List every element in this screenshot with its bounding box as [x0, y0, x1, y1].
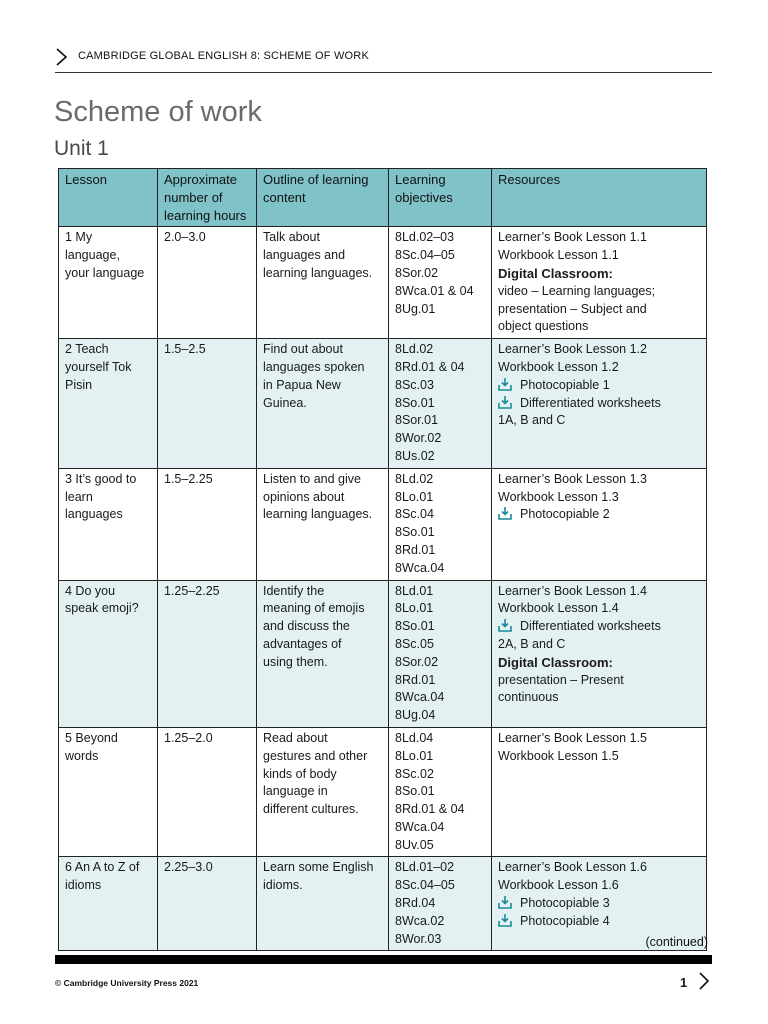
- objective-code: 8Wca.01 & 04: [395, 283, 474, 298]
- table-header-row: [59, 169, 707, 227]
- column-header-lesson: [59, 169, 158, 227]
- objective-code: 8Sc.03: [395, 377, 434, 392]
- objective-code: 8Rd.01 & 04: [395, 359, 465, 374]
- resources-cell: [492, 727, 707, 857]
- lesson-line: languages: [65, 507, 123, 522]
- column-header-outline: [257, 169, 389, 227]
- hours-cell: [158, 727, 257, 857]
- lesson-line: 2 Teach: [65, 342, 109, 357]
- objective-code: 8Lo.01: [395, 601, 434, 616]
- footer-rule: [55, 955, 712, 964]
- continued-note: (continued): [645, 935, 708, 949]
- downloadable-resource[interactable]: [498, 913, 700, 931]
- hours-value: 2.0–3.0: [164, 230, 206, 245]
- lesson-line: 4 Do you: [65, 583, 116, 598]
- download-icon: [498, 378, 512, 391]
- resource-line: continuous: [498, 690, 559, 705]
- downloadable-resource[interactable]: [498, 395, 700, 413]
- running-header-title: CAMBRIDGE GLOBAL ENGLISH 8: SCHEME OF WORK: [78, 50, 369, 62]
- lesson-cell: [59, 227, 158, 339]
- objective-code: 8Ld.02: [395, 471, 434, 486]
- objective-code: 8Wca.02: [395, 913, 445, 928]
- download-icon: [498, 896, 512, 909]
- outline-line: Identify the: [263, 583, 325, 598]
- running-header: [55, 44, 712, 73]
- resources-cell: [492, 580, 707, 727]
- objectives-cell: [389, 339, 492, 469]
- column-header-resources: [492, 169, 707, 227]
- outline-line: different cultures.: [263, 802, 359, 817]
- objectives-cell: [389, 727, 492, 857]
- outline-line: learning languages.: [263, 265, 373, 280]
- table-row: [59, 580, 707, 727]
- downloadable-resource[interactable]: [498, 895, 700, 913]
- resource-line: Workbook Lesson 1.5: [498, 748, 619, 763]
- objectives-cell: [389, 580, 492, 727]
- resource-line: Learner’s Book Lesson 1.1: [498, 230, 647, 245]
- outline-line: opinions about: [263, 489, 345, 504]
- table-row: [59, 339, 707, 469]
- objective-code: 8Sor.02: [395, 265, 439, 280]
- outline-line: Listen to and give: [263, 471, 361, 486]
- objective-code: 8Ld.01–02: [395, 860, 455, 875]
- objective-code: 8Ld.01: [395, 583, 434, 598]
- resource-label: Photocopiable 3: [520, 896, 610, 911]
- objectives-cell: [389, 468, 492, 580]
- table-row: [59, 727, 707, 857]
- resource-line: 2A, B and C: [498, 636, 566, 651]
- unit-title: Unit 1: [54, 137, 109, 160]
- table-row: [59, 468, 707, 580]
- resource-label: Photocopiable 4: [520, 913, 610, 928]
- lesson-line: idioms: [65, 878, 102, 893]
- resource-line: presentation – Subject and: [498, 301, 647, 316]
- column-header-objectives: [389, 169, 492, 227]
- copyright: © Cambridge University Press 2021: [55, 978, 199, 988]
- resource-line: video – Learning languages;: [498, 283, 656, 298]
- resource-line: Learner’s Book Lesson 1.5: [498, 730, 647, 745]
- outline-line: languages spoken: [263, 359, 365, 374]
- table-body: [59, 227, 707, 951]
- downloadable-resource[interactable]: [498, 618, 700, 636]
- lesson-line: speak emoji?: [65, 601, 139, 616]
- objective-code: 8Uv.05: [395, 837, 434, 852]
- objective-code: 8Rd.01: [395, 672, 436, 687]
- lesson-cell: [59, 857, 158, 951]
- objective-code: 8Ld.04: [395, 730, 434, 745]
- hours-cell: [158, 468, 257, 580]
- objective-code: 8Sor.01: [395, 413, 439, 428]
- column-header-hours: [158, 169, 257, 227]
- table-row: [59, 857, 707, 951]
- column-header-line: Learning: [395, 172, 446, 187]
- outline-line: Talk about: [263, 230, 320, 245]
- lesson-line: words: [65, 748, 99, 763]
- downloadable-resource[interactable]: [498, 506, 700, 524]
- outline-line: languages and: [263, 248, 346, 263]
- hours-value: 1.25–2.25: [164, 583, 220, 598]
- objective-code: 8Sc.02: [395, 766, 434, 781]
- objective-code: 8Wca.04: [395, 819, 445, 834]
- objective-code: 8Wca.04: [395, 690, 445, 705]
- outline-line: idioms.: [263, 878, 303, 893]
- outline-line: Read about: [263, 730, 328, 745]
- hours-value: 1.5–2.25: [164, 471, 213, 486]
- scheme-of-work-table: [58, 168, 707, 951]
- resource-label: Photocopiable 2: [520, 507, 610, 522]
- chevron-right-icon: [55, 48, 69, 66]
- download-icon: [498, 914, 512, 927]
- column-header-line: Resources: [498, 172, 561, 187]
- outline-line: kinds of body: [263, 766, 337, 781]
- outline-line: advantages of: [263, 636, 342, 651]
- objective-code: 8So.01: [395, 619, 435, 634]
- hours-cell: [158, 227, 257, 339]
- outline-cell: [257, 227, 389, 339]
- outline-line: Find out about: [263, 342, 343, 357]
- lesson-line: learn: [65, 489, 93, 504]
- downloadable-resource[interactable]: [498, 377, 700, 395]
- digital-classroom-label: Digital Classroom:: [498, 654, 613, 670]
- objective-code: 8So.01: [395, 784, 435, 799]
- resource-line: Learner’s Book Lesson 1.3: [498, 471, 647, 486]
- hours-value: 1.5–2.5: [164, 342, 206, 357]
- objective-code: 8So.01: [395, 525, 435, 540]
- resource-line: 1A, B and C: [498, 413, 566, 428]
- objective-code: 8So.01: [395, 395, 435, 410]
- objective-code: 8Wor.02: [395, 431, 442, 446]
- lesson-line: yourself Tok: [65, 359, 132, 374]
- lesson-line: your language: [65, 265, 145, 280]
- lesson-line: language,: [65, 248, 120, 263]
- outline-line: language in: [263, 784, 328, 799]
- outline-cell: [257, 468, 389, 580]
- objective-code: 8Ug.04: [395, 708, 436, 723]
- objective-code: 8Lo.01: [395, 748, 434, 763]
- outline-line: using them.: [263, 654, 328, 669]
- resource-line: Workbook Lesson 1.3: [498, 489, 619, 504]
- outline-line: Guinea.: [263, 395, 307, 410]
- hours-cell: [158, 339, 257, 469]
- lesson-line: 5 Beyond: [65, 730, 118, 745]
- objective-code: 8Ld.02–03: [395, 230, 455, 245]
- objective-code: 8Wor.03: [395, 931, 442, 946]
- objectives-cell: [389, 857, 492, 951]
- hours-cell: [158, 580, 257, 727]
- column-header-line: content: [263, 189, 306, 205]
- objective-code: 8Sc.04–05: [395, 248, 455, 263]
- lesson-line: 6 An A to Z of: [65, 860, 140, 875]
- resource-line: Learner’s Book Lesson 1.4: [498, 583, 647, 598]
- table-row: [59, 227, 707, 339]
- download-icon: [498, 619, 512, 632]
- outline-line: gestures and other: [263, 748, 368, 763]
- resource-line: object questions: [498, 319, 589, 334]
- download-icon: [498, 507, 512, 520]
- outline-cell: [257, 727, 389, 857]
- objective-code: 8Sor.02: [395, 654, 439, 669]
- outline-line: learning languages.: [263, 507, 373, 522]
- column-header-line: Lesson: [65, 172, 107, 187]
- outline-line: Learn some English: [263, 860, 374, 875]
- download-icon: [498, 396, 512, 409]
- objective-code: 8Wca.04: [395, 560, 445, 575]
- hours-value: 2.25–3.0: [164, 860, 213, 875]
- objective-code: 8Rd.01: [395, 542, 436, 557]
- objective-code: 8Ug.01: [395, 301, 436, 316]
- lesson-cell: [59, 468, 158, 580]
- outline-cell: [257, 339, 389, 469]
- resource-label: Photocopiable 1: [520, 377, 610, 392]
- objective-code: 8Sc.05: [395, 636, 434, 651]
- outline-line: meaning of emojis: [263, 601, 365, 616]
- objective-code: 8Ld.02: [395, 342, 434, 357]
- objectives-cell: [389, 227, 492, 339]
- page-title: Scheme of work: [54, 96, 262, 128]
- outline-cell: [257, 580, 389, 727]
- column-header-line: objectives: [395, 189, 453, 205]
- digital-classroom-label: Digital Classroom:: [498, 265, 613, 281]
- lesson-cell: [59, 339, 158, 469]
- objective-code: 8Lo.01: [395, 489, 434, 504]
- objective-code: 8Rd.04: [395, 896, 436, 911]
- resources-cell: [492, 468, 707, 580]
- page-number: 1: [680, 975, 688, 990]
- outline-cell: [257, 857, 389, 951]
- hours-cell: [158, 857, 257, 951]
- resource-line: presentation – Present: [498, 672, 624, 687]
- lesson-line: 3 It’s good to: [65, 471, 137, 486]
- objective-code: 8Us.02: [395, 448, 435, 463]
- column-header-line: Outline of learning: [263, 172, 369, 187]
- resource-line: Learner’s Book Lesson 1.2: [498, 342, 647, 357]
- resource-label: Differentiated worksheets: [520, 395, 661, 410]
- resource-line: Workbook Lesson 1.1: [498, 248, 619, 263]
- column-header-line: number of: [164, 189, 223, 205]
- objective-code: 8Sc.04–05: [395, 878, 455, 893]
- resource-line: Workbook Lesson 1.4: [498, 601, 619, 616]
- resources-cell: [492, 227, 707, 339]
- column-header-line: Approximate: [164, 172, 237, 187]
- outline-line: in Papua New: [263, 377, 341, 392]
- hours-value: 1.25–2.0: [164, 730, 213, 745]
- resource-line: Workbook Lesson 1.2: [498, 359, 619, 374]
- column-header-line: learning hours: [164, 207, 247, 223]
- objective-code: 8Sc.04: [395, 507, 434, 522]
- outline-line: and discuss the: [263, 619, 350, 634]
- lesson-cell: [59, 580, 158, 727]
- lesson-line: Pisin: [65, 377, 93, 392]
- resource-line: Learner’s Book Lesson 1.6: [498, 860, 647, 875]
- lesson-line: 1 My: [65, 230, 93, 245]
- lesson-cell: [59, 727, 158, 857]
- resource-line: Workbook Lesson 1.6: [498, 878, 619, 893]
- resource-label: Differentiated worksheets: [520, 619, 661, 634]
- objective-code: 8Rd.01 & 04: [395, 802, 465, 817]
- next-page-chevron-icon[interactable]: [698, 972, 710, 990]
- resources-cell: [492, 339, 707, 469]
